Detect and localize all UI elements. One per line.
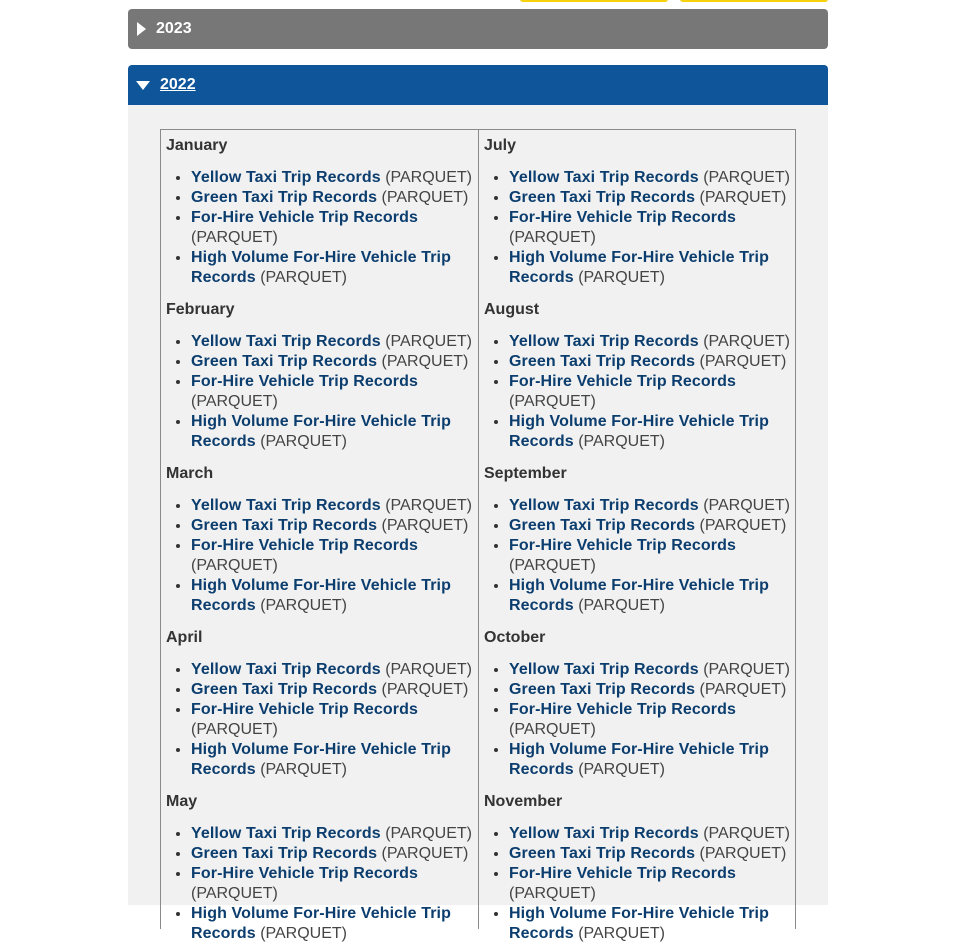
file-format-label: (PARQUET) bbox=[381, 189, 469, 206]
list-item bbox=[509, 844, 795, 864]
caret-right-icon bbox=[137, 22, 146, 36]
caret-down-icon bbox=[136, 81, 150, 90]
file-format-label: (PARQUET) bbox=[191, 557, 278, 574]
file-format-label: (PARQUET) bbox=[699, 189, 787, 206]
hvfhv-trip-records-link[interactable]: High Volume For-Hire Vehicle Trip Records bbox=[191, 577, 451, 614]
accordion-header-2022[interactable] bbox=[128, 65, 828, 105]
list-item bbox=[191, 576, 478, 616]
fhv-trip-records-link[interactable]: For-Hire Vehicle Trip Records bbox=[509, 701, 736, 718]
yellow-trip-records-link[interactable]: Yellow Taxi Trip Records bbox=[191, 169, 381, 186]
list-item bbox=[191, 516, 478, 536]
fhv-trip-records-link[interactable]: For-Hire Vehicle Trip Records bbox=[191, 373, 418, 390]
top-tab-2[interactable] bbox=[680, 0, 828, 2]
green-trip-records-link[interactable]: Green Taxi Trip Records bbox=[191, 353, 378, 370]
hvfhv-trip-records-link[interactable]: High Volume For-Hire Vehicle Trip Records bbox=[191, 249, 451, 286]
fhv-trip-records-link[interactable]: For-Hire Vehicle Trip Records bbox=[191, 209, 418, 226]
list-item bbox=[509, 680, 795, 700]
month-heading: March bbox=[166, 465, 214, 482]
month-heading: April bbox=[166, 629, 203, 646]
file-format-label: (PARQUET) bbox=[191, 229, 278, 246]
list-item bbox=[509, 700, 795, 740]
fhv-trip-records-link[interactable]: For-Hire Vehicle Trip Records bbox=[191, 701, 418, 718]
list-item bbox=[191, 536, 478, 576]
file-format-label: (PARQUET) bbox=[699, 845, 787, 862]
months-column-right bbox=[478, 130, 795, 942]
trip-records-list bbox=[484, 332, 795, 452]
file-format-label: (PARQUET) bbox=[578, 761, 665, 778]
trip-records-list bbox=[484, 496, 795, 616]
fhv-trip-records-link[interactable]: For-Hire Vehicle Trip Records bbox=[509, 373, 736, 390]
file-format-label: (PARQUET) bbox=[509, 557, 596, 574]
list-item bbox=[191, 352, 478, 372]
list-item bbox=[509, 332, 795, 352]
file-format-label: (PARQUET) bbox=[703, 661, 790, 678]
file-format-label: (PARQUET) bbox=[699, 681, 787, 698]
list-item bbox=[509, 904, 795, 944]
list-item bbox=[191, 740, 478, 780]
list-item bbox=[191, 660, 478, 680]
list-item bbox=[191, 412, 478, 452]
list-item bbox=[509, 188, 795, 208]
file-format-label: (PARQUET) bbox=[260, 597, 347, 614]
list-item bbox=[191, 208, 478, 248]
green-trip-records-link[interactable]: Green Taxi Trip Records bbox=[191, 681, 378, 698]
list-item bbox=[509, 412, 795, 452]
green-trip-records-link[interactable]: Green Taxi Trip Records bbox=[191, 845, 378, 862]
list-item bbox=[191, 188, 478, 208]
file-format-label: (PARQUET) bbox=[260, 433, 347, 450]
yellow-trip-records-link[interactable]: Yellow Taxi Trip Records bbox=[509, 169, 699, 186]
yellow-trip-records-link[interactable]: Yellow Taxi Trip Records bbox=[509, 497, 699, 514]
month-heading: September bbox=[484, 465, 567, 482]
file-format-label: (PARQUET) bbox=[578, 597, 665, 614]
file-format-label: (PARQUET) bbox=[385, 497, 472, 514]
file-format-label: (PARQUET) bbox=[381, 681, 469, 698]
list-item bbox=[191, 844, 478, 864]
hvfhv-trip-records-link[interactable]: High Volume For-Hire Vehicle Trip Records bbox=[509, 577, 769, 614]
list-item bbox=[191, 332, 478, 352]
yellow-trip-records-link[interactable]: Yellow Taxi Trip Records bbox=[191, 661, 381, 678]
file-format-label: (PARQUET) bbox=[699, 517, 787, 534]
list-item bbox=[191, 824, 478, 844]
file-format-label: (PARQUET) bbox=[385, 825, 472, 842]
file-format-label: (PARQUET) bbox=[381, 353, 469, 370]
fhv-trip-records-link[interactable]: For-Hire Vehicle Trip Records bbox=[191, 537, 418, 554]
trip-records-list bbox=[166, 496, 478, 616]
month-heading: November bbox=[484, 793, 563, 810]
file-format-label: (PARQUET) bbox=[381, 517, 469, 534]
file-format-label: (PARQUET) bbox=[578, 925, 665, 942]
month-heading: October bbox=[484, 629, 546, 646]
file-format-label: (PARQUET) bbox=[699, 353, 787, 370]
green-trip-records-link[interactable]: Green Taxi Trip Records bbox=[191, 517, 378, 534]
yellow-trip-records-link[interactable]: Yellow Taxi Trip Records bbox=[191, 825, 381, 842]
green-trip-records-link[interactable]: Green Taxi Trip Records bbox=[191, 189, 378, 206]
hvfhv-trip-records-link[interactable]: High Volume For-Hire Vehicle Trip Records bbox=[191, 413, 451, 450]
month-heading: May bbox=[166, 793, 198, 810]
file-format-label: (PARQUET) bbox=[385, 333, 472, 350]
trip-records-list bbox=[484, 824, 795, 944]
list-item bbox=[191, 864, 478, 904]
yellow-trip-records-link[interactable]: Yellow Taxi Trip Records bbox=[191, 333, 381, 350]
file-format-label: (PARQUET) bbox=[703, 333, 790, 350]
file-format-label: (PARQUET) bbox=[260, 925, 347, 942]
list-item bbox=[509, 352, 795, 372]
file-format-label: (PARQUET) bbox=[509, 721, 596, 738]
green-trip-records-link[interactable]: Green Taxi Trip Records bbox=[509, 845, 696, 862]
green-trip-records-link[interactable]: Green Taxi Trip Records bbox=[509, 353, 696, 370]
list-item bbox=[509, 208, 795, 248]
list-item bbox=[191, 248, 478, 288]
hvfhv-trip-records-link[interactable]: High Volume For-Hire Vehicle Trip Records bbox=[509, 905, 769, 942]
file-format-label: (PARQUET) bbox=[385, 661, 472, 678]
list-item bbox=[509, 576, 795, 616]
list-item bbox=[191, 700, 478, 740]
hvfhv-trip-records-link[interactable]: High Volume For-Hire Vehicle Trip Records bbox=[509, 249, 769, 286]
file-format-label: (PARQUET) bbox=[703, 825, 790, 842]
month-heading: August bbox=[484, 301, 540, 318]
yellow-trip-records-link[interactable]: Yellow Taxi Trip Records bbox=[509, 661, 699, 678]
hvfhv-trip-records-link[interactable]: High Volume For-Hire Vehicle Trip Records bbox=[191, 905, 451, 942]
list-item bbox=[509, 372, 795, 412]
file-format-label: (PARQUET) bbox=[191, 393, 278, 410]
accordion-panel-2022 bbox=[128, 105, 828, 942]
file-format-label: (PARQUET) bbox=[191, 885, 278, 902]
trip-records-list bbox=[484, 168, 795, 288]
list-item bbox=[509, 248, 795, 288]
list-item bbox=[509, 168, 795, 188]
list-item bbox=[509, 496, 795, 516]
file-format-label: (PARQUET) bbox=[260, 761, 347, 778]
trip-records-list bbox=[166, 332, 478, 452]
file-format-label: (PARQUET) bbox=[385, 169, 472, 186]
file-format-label: (PARQUET) bbox=[191, 721, 278, 738]
months-column-left bbox=[161, 130, 478, 942]
file-format-label: (PARQUET) bbox=[509, 393, 596, 410]
list-item bbox=[191, 168, 478, 188]
file-format-label: (PARQUET) bbox=[703, 169, 790, 186]
file-format-label: (PARQUET) bbox=[381, 845, 469, 862]
file-format-label: (PARQUET) bbox=[509, 885, 596, 902]
hvfhv-trip-records-link[interactable]: High Volume For-Hire Vehicle Trip Records bbox=[509, 741, 769, 778]
month-heading: February bbox=[166, 301, 235, 318]
months-table bbox=[160, 129, 796, 942]
yellow-trip-records-link[interactable]: Yellow Taxi Trip Records bbox=[191, 497, 381, 514]
month-heading: July bbox=[484, 137, 517, 154]
list-item bbox=[509, 824, 795, 844]
green-trip-records-link[interactable]: Green Taxi Trip Records bbox=[509, 681, 696, 698]
list-item bbox=[191, 680, 478, 700]
list-item bbox=[191, 904, 478, 944]
top-tab-1[interactable] bbox=[520, 0, 668, 2]
fhv-trip-records-link[interactable]: For-Hire Vehicle Trip Records bbox=[509, 865, 736, 882]
list-item bbox=[509, 660, 795, 680]
accordion-header-2023[interactable] bbox=[128, 9, 828, 49]
yellow-trip-records-link[interactable]: Yellow Taxi Trip Records bbox=[509, 333, 699, 350]
hvfhv-trip-records-link[interactable]: High Volume For-Hire Vehicle Trip Records bbox=[509, 413, 769, 450]
month-heading: January bbox=[166, 137, 228, 154]
trip-records-list bbox=[166, 660, 478, 780]
file-format-label: (PARQUET) bbox=[578, 269, 665, 286]
fhv-trip-records-link[interactable]: For-Hire Vehicle Trip Records bbox=[191, 865, 418, 882]
green-trip-records-link[interactable]: Green Taxi Trip Records bbox=[509, 517, 696, 534]
hvfhv-trip-records-link[interactable]: High Volume For-Hire Vehicle Trip Records bbox=[191, 741, 451, 778]
trip-records-list bbox=[166, 824, 478, 944]
green-trip-records-link[interactable]: Green Taxi Trip Records bbox=[509, 189, 696, 206]
list-item bbox=[191, 496, 478, 516]
list-item bbox=[509, 864, 795, 904]
accordion-label: 2022 bbox=[160, 76, 196, 93]
list-item bbox=[509, 536, 795, 576]
file-format-label: (PARQUET) bbox=[260, 269, 347, 286]
list-item bbox=[509, 740, 795, 780]
list-item bbox=[509, 516, 795, 536]
trip-records-list bbox=[484, 660, 795, 780]
fhv-trip-records-link[interactable]: For-Hire Vehicle Trip Records bbox=[509, 209, 736, 226]
trip-records-list bbox=[166, 168, 478, 288]
file-format-label: (PARQUET) bbox=[703, 497, 790, 514]
yellow-trip-records-link[interactable]: Yellow Taxi Trip Records bbox=[509, 825, 699, 842]
file-format-label: (PARQUET) bbox=[509, 229, 596, 246]
file-format-label: (PARQUET) bbox=[578, 433, 665, 450]
fhv-trip-records-link[interactable]: For-Hire Vehicle Trip Records bbox=[509, 537, 736, 554]
list-item bbox=[191, 372, 478, 412]
accordion-label: 2023 bbox=[156, 20, 192, 37]
